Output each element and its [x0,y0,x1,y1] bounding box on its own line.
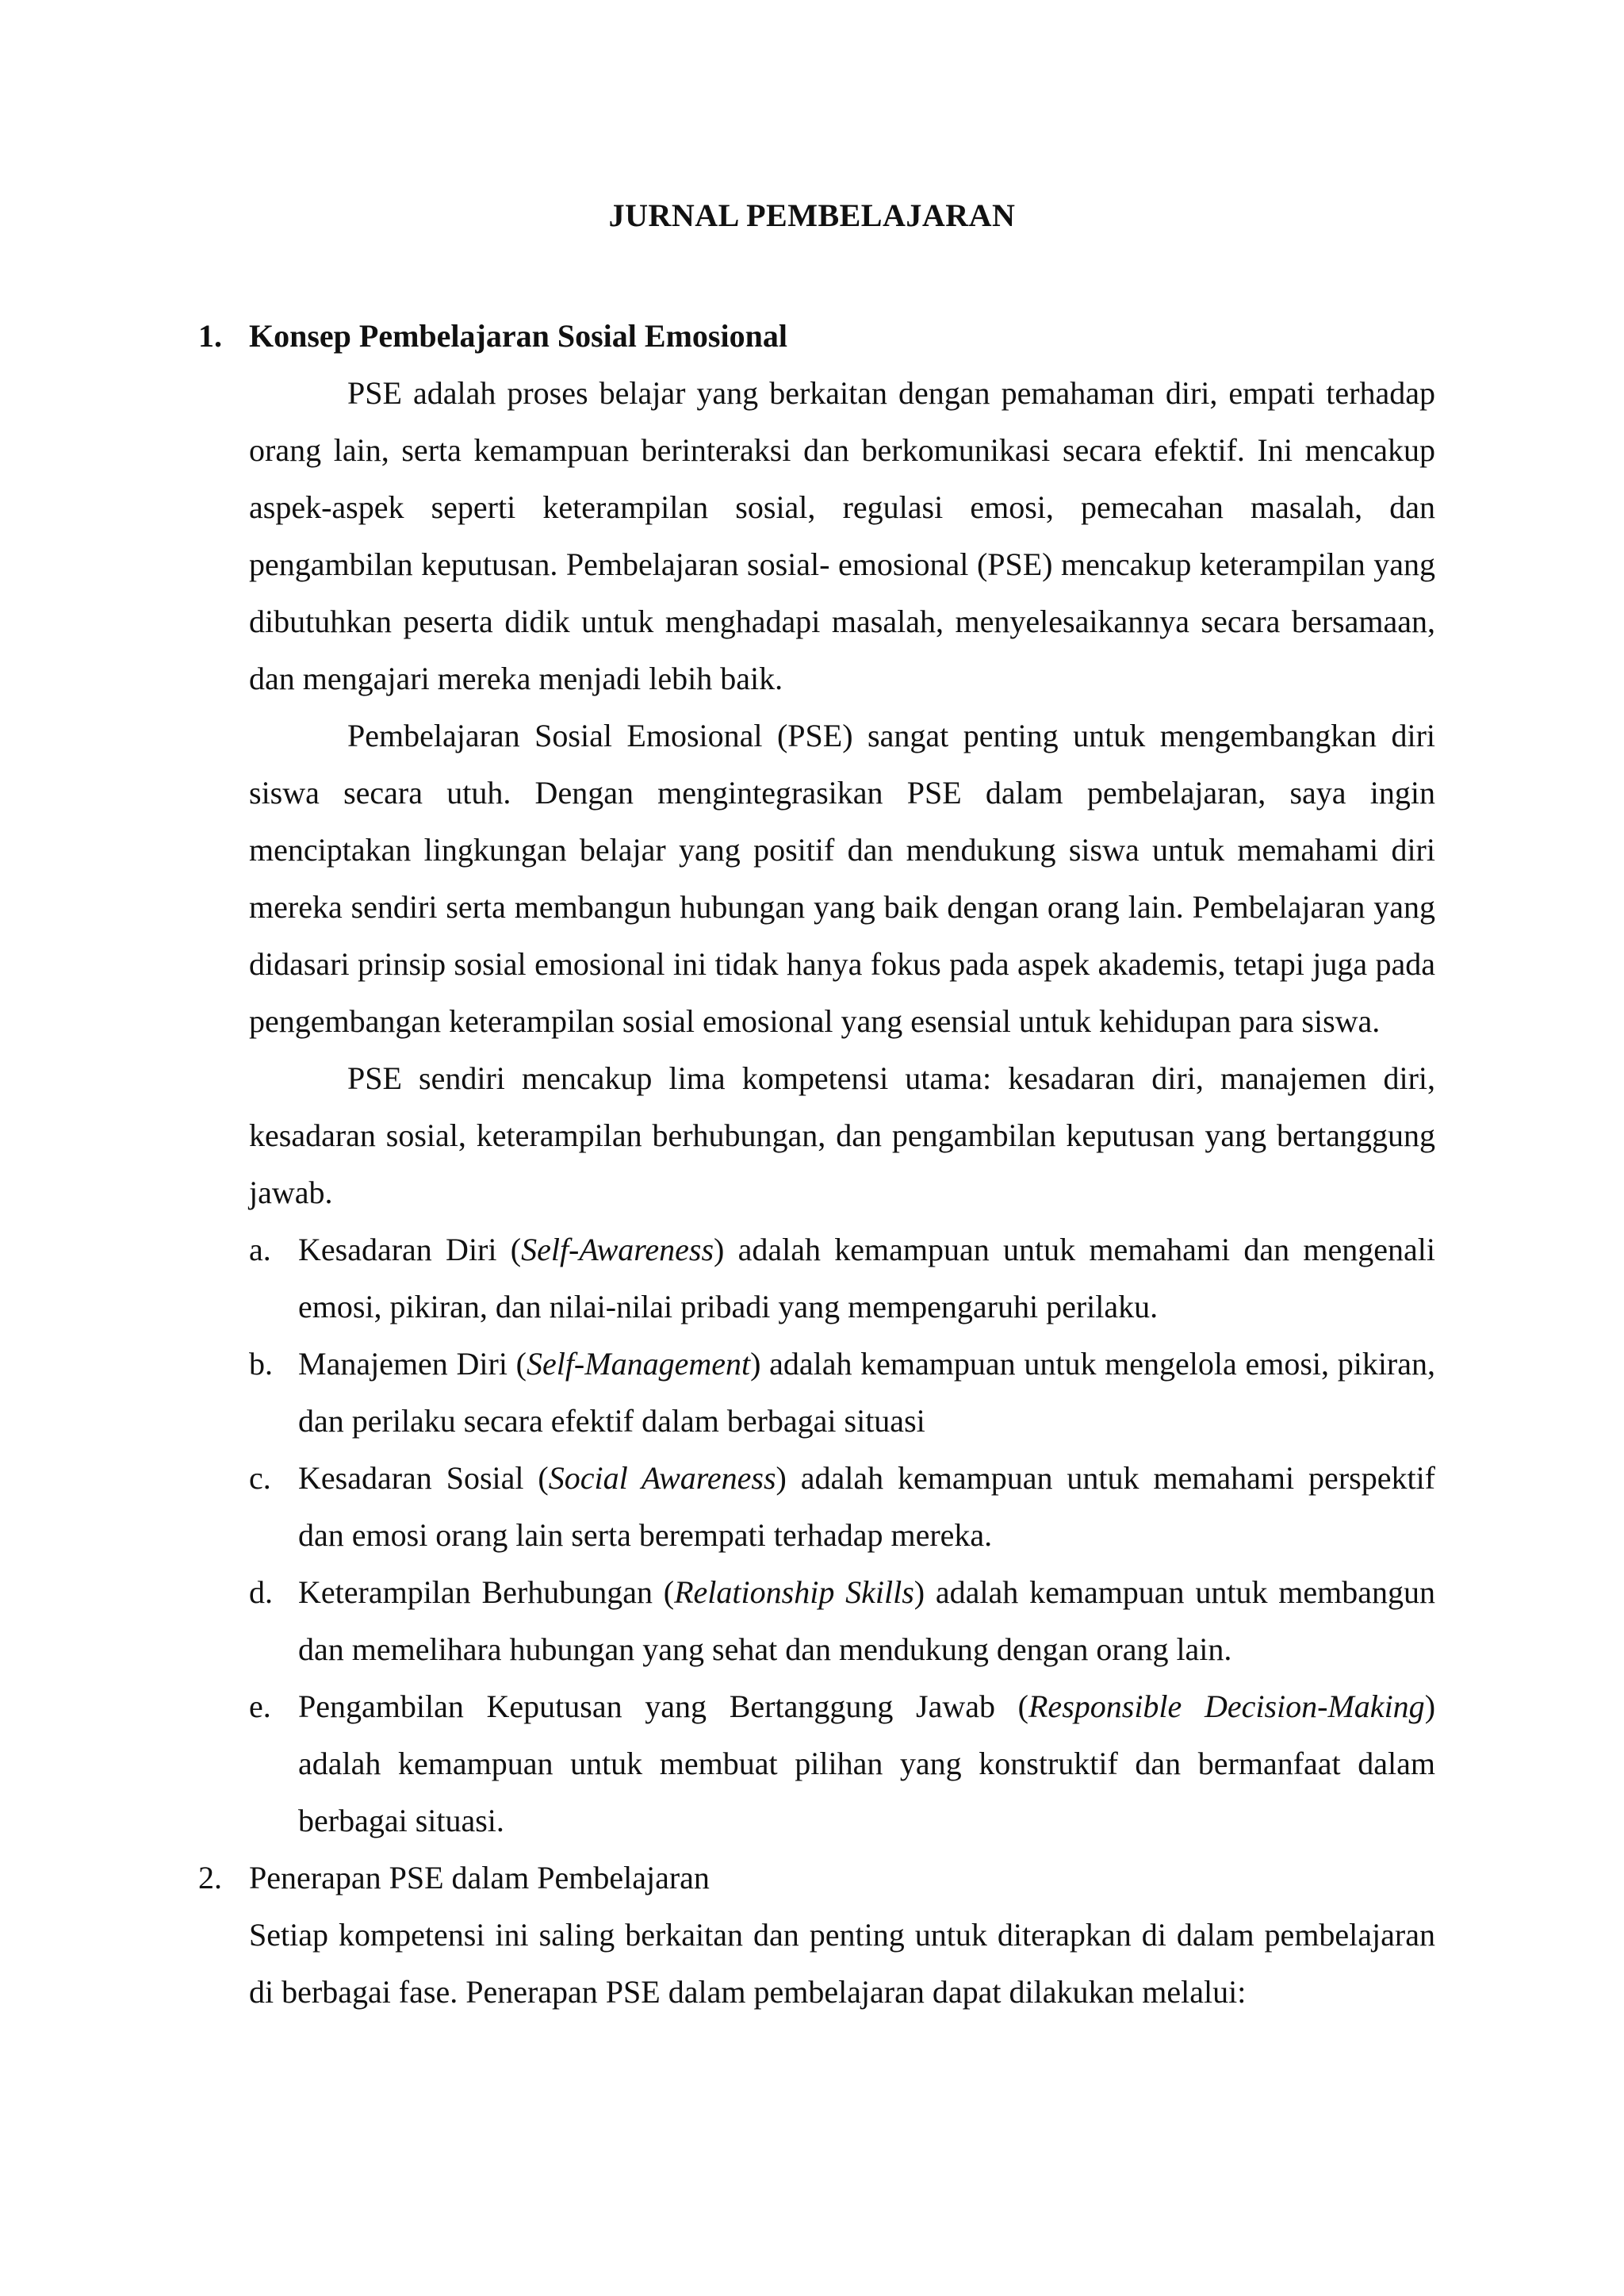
competency-text-before: Pengambilan Keputusan yang Bertanggung Jawab ( [298,1688,1028,1724]
section-2-paragraph-1: Setiap kompetensi ini saling berkaitan dan penting untuk diterapkan di dalam pembelajaran di berbagai fase. Penerapan PSE dalam pembelajaran dapat dilakukan melalui: [249,1917,1435,2010]
competency-item-c [198,1450,1435,1564]
document-title: JURNAL PEMBELAJARAN [608,197,1016,233]
competency-letter: c. [249,1460,271,1496]
section-1-paragraph-3: PSE sendiri mencakup lima kompetensi utama: kesadaran diri, manajemen diri, kesadaran sosial, keterampilan berhubungan, dan pengambilan keputusan yang bertanggung jawab. [249,1060,1435,1210]
section-1-heading: Konsep Pembelajaran Sosial Emosional [249,318,787,354]
competency-text-before: Keterampilan Berhubungan ( [298,1574,675,1610]
section-1-heading-row [198,308,1435,365]
section-1-paragraph-1: PSE adalah proses belajar yang berkaitan dengan pemahaman diri, empati terhadap orang lain, serta kemampuan berinteraksi dan berkomunikasi secara efektif. Ini mencakup aspek-aspek seperti keterampilan sosial, regulasi emosi, pemecahan masalah, dan pengambilan keputusan. Pembelajaran sosial- emosional (PSE) mencakup keterampilan yang dibutuhkan peserta didik untuk menghadapi masalah, menyelesaikannya secara bersamaan, dan mengajari mereka menjadi lebih baik. [249,375,1435,696]
section-2-heading: Penerapan PSE dalam Pembelajaran [249,1860,710,1895]
competency-term: Self-Management [526,1346,751,1382]
competency-term: Social Awareness [548,1460,776,1496]
competency-letter: d. [249,1574,273,1610]
competency-term: Relationship Skills [674,1574,914,1610]
competency-text-after: ) adalah kemampuan untuk membangun dan memelihara hubungan yang sehat dan mendukung dengan orang lain. [298,1574,1435,1667]
document-body [198,308,1435,2021]
competency-item-e [198,1678,1435,1849]
competency-text-after: ) adalah kemampuan untuk mengelola emosi, pikiran, dan perilaku secara efektif dalam berbagai situasi [298,1346,1435,1439]
section-1-number: 1. [198,318,222,354]
competency-letter: a. [249,1232,271,1267]
competency-text-after: ) adalah kemampuan untuk membuat pilihan yang konstruktif dan bermanfaat dalam berbagai situasi. [298,1688,1436,1838]
competency-letter: b. [249,1346,273,1382]
section-2-heading-row [198,1849,1435,1907]
competency-item-b [198,1336,1435,1450]
competency-text-after: ) adalah kemampuan untuk memahami perspektif dan emosi orang lain serta berempati terhadap mereka. [298,1460,1435,1553]
section-1-paragraph-2: Pembelajaran Sosial Emosional (PSE) sangat penting untuk mengembangkan diri siswa secara utuh. Dengan mengintegrasikan PSE dalam pembelajaran, saya ingin menciptakan lingkungan belajar yang positif dan mendukung siswa untuk memahami diri mereka sendiri serta membangun hubungan yang baik dengan orang lain. Pembelajaran yang didasari prinsip sosial emosional ini tidak hanya fokus pada aspek akademis, tetapi juga pada pengembangan keterampilan sosial emosional yang esensial untuk kehidupan para siswa. [249,718,1435,1039]
competency-text-before: Kesadaran Diri ( [298,1232,522,1267]
competency-text-before: Manajemen Diri ( [298,1346,527,1382]
section-2-number: 2. [198,1860,222,1895]
competency-item-a [198,1221,1435,1336]
competency-term: Self-Awareness [521,1232,714,1267]
competency-text-before: Kesadaran Sosial ( [298,1460,549,1496]
competency-letter: e. [249,1688,271,1724]
competency-item-d [198,1564,1435,1678]
competency-term: Responsible Decision-Making [1028,1688,1425,1724]
competency-text-after: ) adalah kemampuan untuk memahami dan mengenali emosi, pikiran, dan nilai-nilai pribadi yang mempengaruhi perilaku. [298,1232,1435,1324]
